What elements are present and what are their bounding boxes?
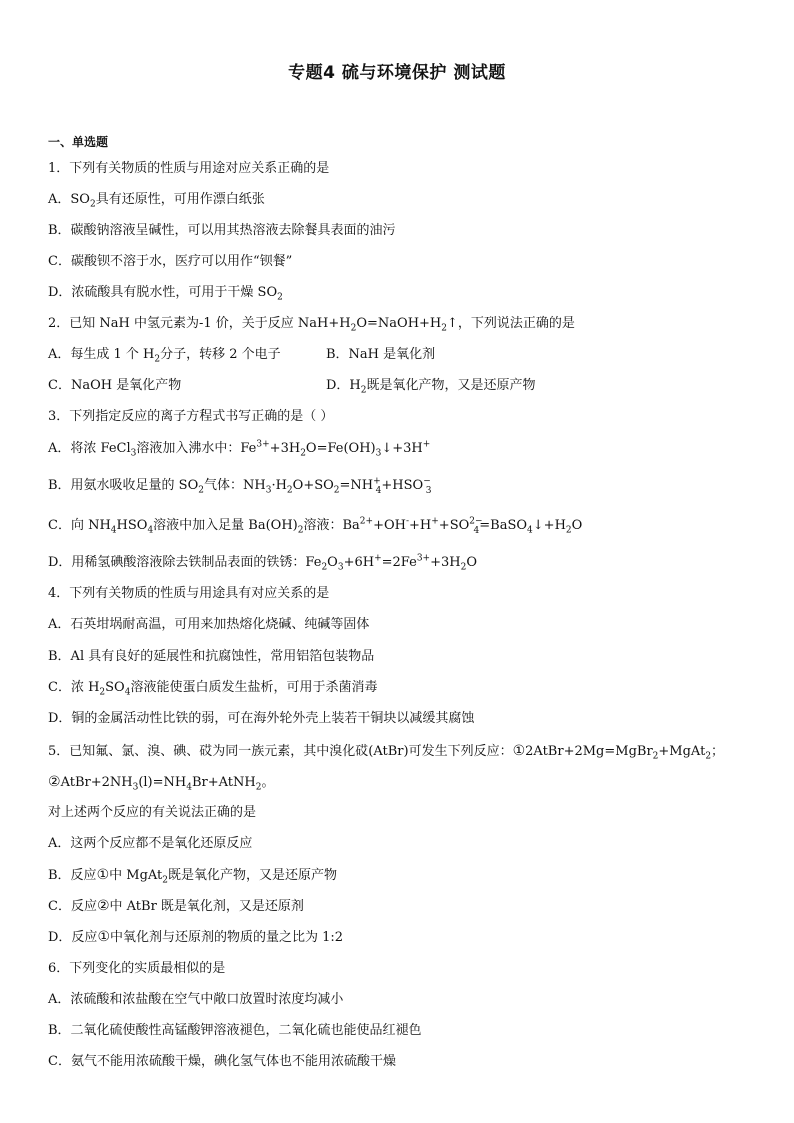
question-5-option-c: C．反应②中 AtBr 既是氧化剂，又是还原剂 — [48, 898, 304, 914]
question-6-option-b: B．二氧化硫使酸性高锰酸钾溶液褪色，二氧化硫也能使品红褪色 — [48, 1023, 422, 1038]
question-2-option-c: C．NaOH 是氧化产物 — [48, 378, 182, 393]
question-3-option-d: D．用稀氢碘酸溶液除去铁制品表面的铁锈：$Fe_2O_3+6H^+=2Fe^{3+}+3H_2O$ — [48, 553, 478, 573]
question-4-option-c: C．浓 $H_2SO_4$溶液能使蛋白质发生盐析，可用于杀菌消毒 — [48, 680, 378, 698]
question-4-option-d: D．铜的金属活动性比铁的弱，可在海外轮外壳上装若干铜块以减缓其腐蚀 — [48, 711, 475, 726]
question-5-option-d: D．反应①中氧化剂与还原剂的物质的量之比为 1:2 — [48, 929, 344, 945]
question-2-option-d: D．$H_2$既是氧化产物，又是还原产物 — [326, 378, 536, 396]
question-2-stem: 2．已知 NaH 中氢元素为-1 价，关于反应 $NaH+H_2O=NaOH+H_2↑$，下列说法正确的是 — [48, 316, 575, 334]
question-5-stem: 5．已知氟、氯、溴、碘、砹为同一族元素，其中溴化砹(AtBr)可发生下列反应：①2AtBr+2Mg=MgBr$_2$+MgAt$_2$； — [48, 743, 725, 762]
question-1-option-d: D．浓硫酸具有脱水性，可用于干燥 $SO_2$ — [48, 285, 283, 303]
question-4-stem: 4．下列有关物质的性质与用途具有对应关系的是 — [48, 586, 330, 601]
question-4-option-b: B．Al 具有良好的延展性和抗腐蚀性，常用铝箔包装物品 — [48, 649, 375, 664]
question-5-option-b: B．反应①中 MgAt$_2$既是氧化产物，又是还原产物 — [48, 867, 338, 886]
question-5-reaction-2: $②AtBr+2NH_3(l)=NH_4Br+AtNH_2$。 — [48, 774, 275, 793]
question-6-option-a: A．浓硫酸和浓盐酸在空气中敞口放置时浓度均减小 — [48, 992, 344, 1007]
question-3-stem: 3．下列指定反应的离子方程式书写正确的是（ ） — [48, 409, 334, 424]
section-heading: 一、单选题 — [48, 135, 109, 149]
question-3-option-c: C．向 $NH_4HSO_4$溶液中加入足量 $Ba(OH)_2$溶液：$Ba^{2+}+OH^-+H^++SO^{2-}_4=BaSO_4↓+H_2O$ — [48, 516, 583, 536]
question-2-option-a: A．每生成 1 个 $H_2$分子，转移 2 个电子 — [48, 347, 281, 365]
question-5-intro: 对上述两个反应的有关说法正确的是 — [48, 805, 257, 820]
question-4-option-a: A．石英坩埚耐高温，可用来加热熔化烧碱、纯碱等固体 — [48, 617, 370, 632]
question-1-option-a: A．$SO_2$具有还原性，可用作漂白纸张 — [48, 192, 265, 210]
question-2-options-cd — [48, 378, 536, 396]
question-3-option-b: B．用氨水吸收足量的 $SO_2$气体：$NH_3\cdot H_2O+SO_2=NH^+_4+HSO^-_3$ — [48, 476, 432, 496]
question-1-stem: 1．下列有关物质的性质与用途对应关系正确的是 — [48, 161, 330, 176]
page-title: 专题4 硫与环境保护 测试题 — [288, 63, 506, 83]
question-6-option-c: C．氨气不能用浓硫酸干燥，碘化氢气体也不能用浓硫酸干燥 — [48, 1054, 396, 1069]
question-6-stem: 6．下列变化的实质最相似的是 — [48, 961, 226, 976]
question-3-option-a: A．将浓 FeCl$_3$溶液加入沸水中：$Fe^{3+}+3H_2O=Fe(OH)_3↓+3H^+$ — [48, 439, 431, 459]
question-5-option-a: A．这两个反应都不是氧化还原反应 — [48, 836, 253, 851]
question-2-options-ab — [48, 347, 436, 365]
question-1-option-b: B．碳酸钠溶液呈碱性，可以用其热溶液去除餐具表面的油污 — [48, 223, 396, 238]
question-1-option-c: C．碳酸钡不溶于水，医疗可以用作“钡餐” — [48, 254, 293, 269]
question-2-option-b: B．NaH 是氧化剂 — [326, 347, 436, 362]
